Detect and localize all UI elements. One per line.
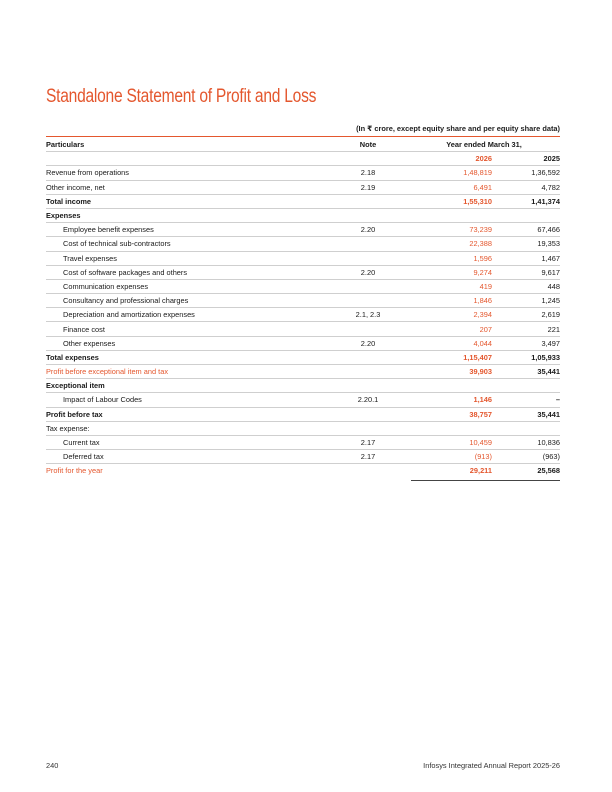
row-value-2025: 1,36,592 [492, 166, 560, 180]
table-row [46, 435, 560, 449]
row-label: Profit before tax [46, 407, 328, 421]
row-value-2026: 419 [408, 279, 492, 293]
row-label: Travel expenses [46, 251, 328, 265]
row-value-2026: 2,394 [408, 308, 492, 322]
row-label: Communication expenses [46, 279, 328, 293]
row-note [328, 407, 408, 421]
table-row-total-income [46, 194, 560, 208]
table-row-total-expenses [46, 350, 560, 364]
table-row [46, 180, 560, 194]
table-row-profit-before-exceptional [46, 365, 560, 379]
total-underline-rule [411, 480, 560, 481]
row-value-2025: 9,617 [492, 265, 560, 279]
row-label: Employee benefit expenses [46, 223, 328, 237]
table-header-row [46, 138, 560, 152]
table-row [46, 294, 560, 308]
row-value-2025: 35,441 [492, 407, 560, 421]
row-value-2025: (963) [492, 450, 560, 464]
table-year-row [46, 152, 560, 166]
row-note [328, 237, 408, 251]
row-value-2025: 67,466 [492, 223, 560, 237]
row-label: Expenses [46, 208, 328, 222]
row-label: Impact of Labour Codes [46, 393, 328, 407]
row-value-2025: 35,441 [492, 365, 560, 379]
row-label: Revenue from operations [46, 166, 328, 180]
row-note: 2.19 [328, 180, 408, 194]
row-value-2026: 6,491 [408, 180, 492, 194]
page-title: Standalone Statement of Profit and Loss [46, 86, 317, 107]
row-label: Finance cost [46, 322, 328, 336]
row-label: Consultancy and professional charges [46, 294, 328, 308]
row-note: 2.1, 2.3 [328, 308, 408, 322]
row-note: 2.20 [328, 265, 408, 279]
row-note [328, 251, 408, 265]
row-value-2026: 38,757 [408, 407, 492, 421]
row-value-2026: 4,044 [408, 336, 492, 350]
row-value-2026: 1,48,819 [408, 166, 492, 180]
row-value-2026: 10,459 [408, 435, 492, 449]
table-row [46, 237, 560, 251]
row-label: Cost of software packages and others [46, 265, 328, 279]
table-row [46, 450, 560, 464]
header-note: Note [328, 138, 408, 152]
profit-loss-table [46, 138, 560, 478]
row-note [328, 194, 408, 208]
row-value-2025: 1,41,374 [492, 194, 560, 208]
row-value-2026: 1,846 [408, 294, 492, 308]
row-value-2025: 25,568 [537, 466, 560, 476]
table-row-section-exceptional [46, 379, 560, 393]
header-year-current: 2026 [408, 152, 492, 166]
row-note: 2.20.1 [328, 393, 408, 407]
row-label: Tax expense: [46, 421, 328, 435]
row-value-2026: 207 [408, 322, 492, 336]
row-label: Other expenses [46, 336, 328, 350]
row-note [328, 322, 408, 336]
table-row [46, 265, 560, 279]
row-note: 2.20 [328, 336, 408, 350]
row-value-2025: 19,353 [492, 237, 560, 251]
table-row [46, 223, 560, 237]
page-number: 240 [46, 761, 59, 770]
row-label: Profit before exceptional item and tax [46, 365, 328, 379]
header-particulars: Particulars [46, 138, 328, 152]
table-row-profit-for-year [46, 464, 560, 478]
row-note [328, 350, 408, 364]
row-value-2025: 1,467 [492, 251, 560, 265]
row-value-2025: 2,619 [492, 308, 560, 322]
row-note: 2.17 [328, 435, 408, 449]
header-year-ended: Year ended March 31, [408, 138, 560, 152]
table-row [46, 336, 560, 350]
row-value-2026: 22,388 [408, 237, 492, 251]
row-note [328, 464, 408, 478]
row-label: Deferred tax [46, 450, 328, 464]
row-value-2025: 3,497 [492, 336, 560, 350]
table-row [46, 166, 560, 180]
row-label: Cost of technical sub-contractors [46, 237, 328, 251]
row-value-2025: 1,05,933 [492, 350, 560, 364]
row-note [328, 294, 408, 308]
row-value-2026: 1,15,407 [408, 350, 492, 364]
row-value-2025: 1,245 [492, 294, 560, 308]
row-label: Profit for the year [46, 466, 103, 476]
row-value-2026: 73,239 [408, 223, 492, 237]
table-row [46, 322, 560, 336]
unit-note: (In ₹ crore, except equity share and per equity share data) [356, 124, 560, 133]
row-note: 2.17 [328, 450, 408, 464]
row-label: Other income, net [46, 180, 328, 194]
row-value-2026: 9,274 [408, 265, 492, 279]
row-value-2026: 1,55,310 [408, 194, 492, 208]
header-accent-rule [46, 136, 560, 137]
row-label: Total income [46, 194, 328, 208]
row-value-2025: – [492, 393, 560, 407]
table-row-profit-before-tax [46, 407, 560, 421]
table-row [46, 393, 560, 407]
publication-name: Infosys Integrated Annual Report 2025-26 [423, 761, 560, 770]
row-value-2025: 221 [492, 322, 560, 336]
row-value-2026: 39,903 [408, 365, 492, 379]
row-value-2026: 29,211 [469, 466, 492, 476]
row-note [328, 279, 408, 293]
table-row [46, 251, 560, 265]
table-row [46, 279, 560, 293]
row-value-2025: 10,836 [492, 435, 560, 449]
table-row-section-tax [46, 421, 560, 435]
row-note: 2.20 [328, 223, 408, 237]
row-value-2026: 1,596 [408, 251, 492, 265]
row-value-2025: 448 [492, 279, 560, 293]
row-value-2026: 1,146 [408, 393, 492, 407]
row-note [328, 365, 408, 379]
row-value-2025: 4,782 [492, 180, 560, 194]
table-row [46, 308, 560, 322]
row-label: Exceptional item [46, 379, 328, 393]
table-row-section-expenses [46, 208, 560, 222]
row-note: 2.18 [328, 166, 408, 180]
row-label: Total expenses [46, 350, 328, 364]
header-year-previous: 2025 [492, 152, 560, 166]
row-label: Depreciation and amortization expenses [46, 308, 328, 322]
row-label: Current tax [46, 435, 328, 449]
row-value-2026: (913) [408, 450, 492, 464]
